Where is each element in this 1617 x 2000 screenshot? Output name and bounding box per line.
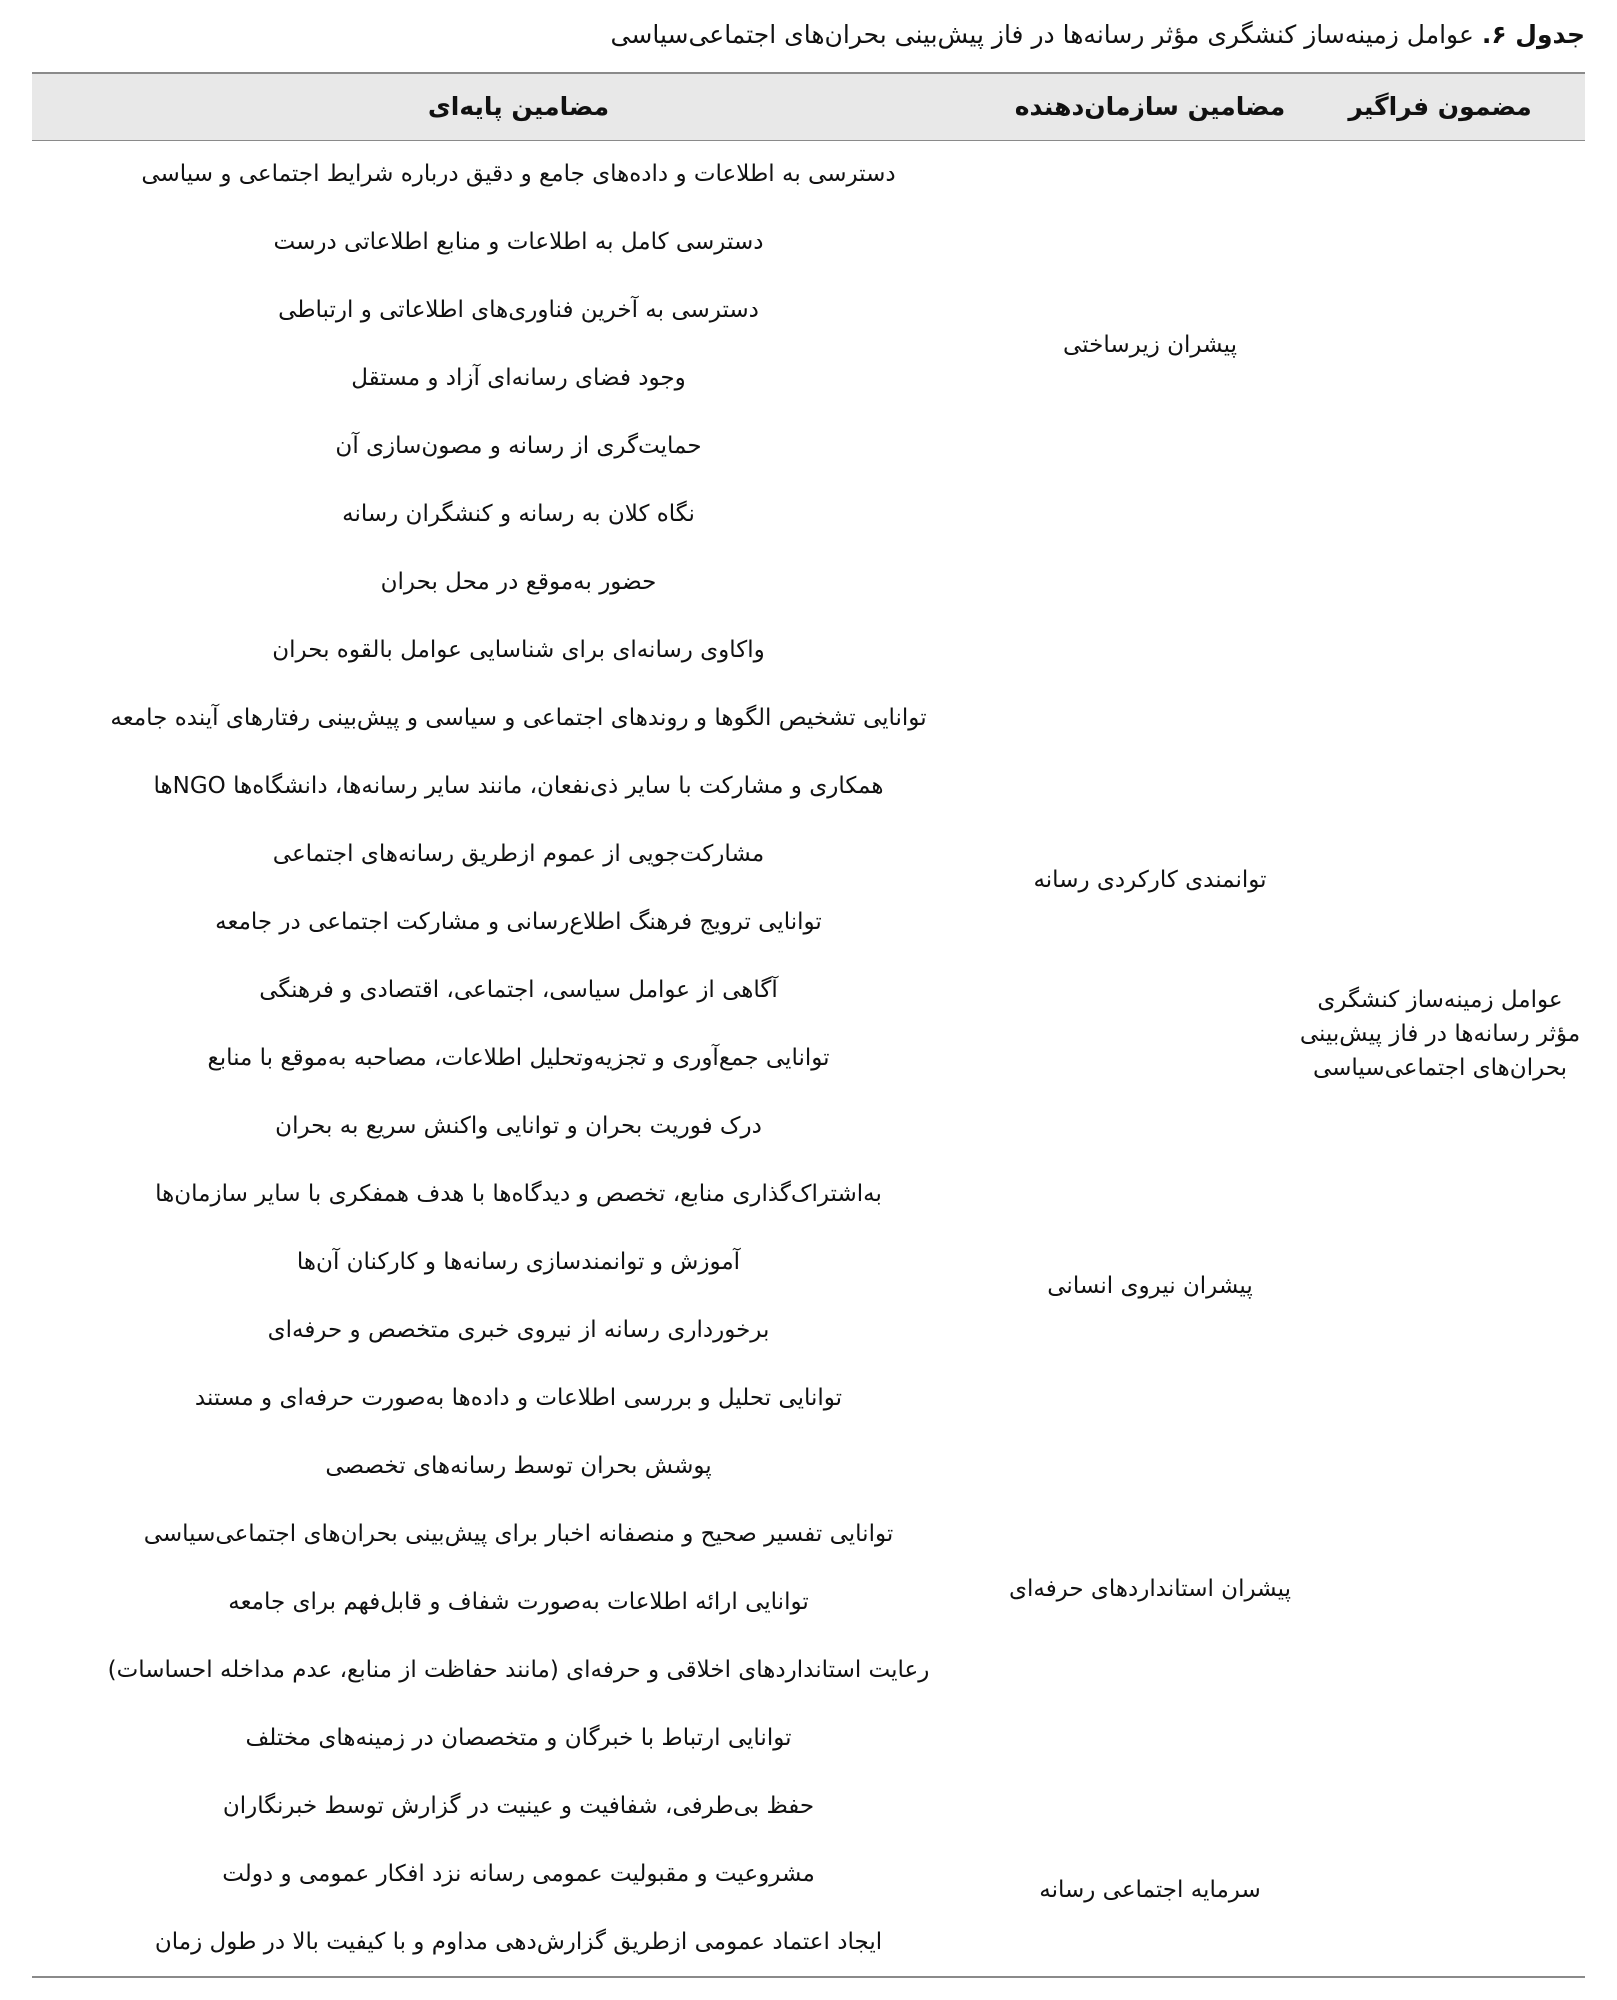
basic-theme-row: رعایت استانداردهای اخلاقی و حرفه‌ای (مانند حفاظت از منابع، عدم مداخله احساسات): [107, 1657, 930, 1683]
basic-theme-row: به‌اشتراک‌گذاری منابع، تخصص و دیدگاه‌ها با هدف همفکری با سایر سازمان‌ها: [155, 1181, 882, 1207]
caption-text: عوامل زمینه‌ساز کنشگری مؤثر رسانه‌ها در فاز پیش‌بینی بحران‌های اجتماعی‌سیاسی: [610, 20, 1474, 49]
caption-label: جدول ۶.: [1481, 20, 1585, 49]
basic-theme-row: حمایت‌گری از رسانه و مصون‌سازی آن: [335, 433, 702, 459]
header-overarching: مضمون فراگیر: [1348, 92, 1532, 121]
header-organizing: مضامین سازمان‌دهنده: [1014, 92, 1286, 121]
themes-table: [32, 72, 1585, 1978]
basic-theme-row: توانایی ارائه اطلاعات به‌صورت شفاف و قابل‌فهم برای جامعه: [228, 1589, 809, 1615]
basic-theme-row: توانایی ارتباط با خبرگان و متخصصان در زمینه‌های مختلف: [245, 1725, 792, 1751]
basic-theme-row: حفظ بی‌طرفی، شفافیت و عینیت در گزارش توسط خبرنگاران: [222, 1793, 815, 1819]
header-basic: مضامین پایه‌ای: [427, 92, 610, 121]
basic-theme-row: مشروعیت و مقبولیت عمومی رسانه نزد افکار عمومی و دولت: [222, 1861, 815, 1887]
basic-theme-row: پوشش بحران توسط رسانه‌های تخصصی: [325, 1453, 712, 1479]
basic-theme-row: توانایی تحلیل و بررسی اطلاعات و داده‌ها به‌صورت حرفه‌ای و مستند: [194, 1385, 843, 1411]
basic-theme-row: ایجاد اعتماد عمومی ازطریق گزارش‌دهی مداوم و با کیفیت بالا در طول زمان: [154, 1929, 883, 1955]
basic-theme-row: دسترسی به اطلاعات و داده‌های جامع و دقیق درباره شرایط اجتماعی و سیاسی: [141, 161, 896, 187]
basic-theme-row: توانایی ترویج فرهنگ اطلاع‌رسانی و مشارکت اجتماعی در جامعه: [215, 909, 822, 935]
organizing-theme-human-resources: پیشران نیروی انسانی: [1047, 1273, 1253, 1299]
organizing-theme-functional-capability: توانمندی کارکردی رسانه: [1033, 867, 1267, 893]
basic-theme-row: برخورداری رسانه از نیروی خبری متخصص و حرفه‌ای: [267, 1317, 770, 1343]
basic-theme-row: نگاه کلان به رسانه و کنشگران رسانه: [342, 501, 695, 527]
overarching-theme: عوامل زمینه‌ساز کنشگری مؤثر رسانه‌ها در فاز پیش‌بینی بحران‌های اجتماعی‌سیاسی: [1299, 987, 1581, 1081]
organizing-theme-social-capital: سرمایه اجتماعی رسانه: [1039, 1877, 1261, 1903]
basic-theme-row: آگاهی از عوامل سیاسی، اجتماعی، اقتصادی و فرهنگی: [259, 977, 778, 1003]
basic-theme-row: توانایی جمع‌آوری و تجزیه‌وتحلیل اطلاعات، مصاحبه به‌موقع با منابع: [207, 1045, 830, 1071]
basic-theme-row: مشارکت‌جویی از عموم ازطریق رسانه‌های اجتماعی: [272, 841, 765, 867]
basic-theme-row: توانایی تفسیر صحیح و منصفانه اخبار برای پیش‌بینی بحران‌های اجتماعی‌سیاسی: [143, 1521, 894, 1547]
basic-theme-row: آموزش و توانمندسازی رسانه‌ها و کارکنان آن‌ها: [296, 1249, 741, 1275]
basic-theme-row: درک فوریت بحران و توانایی واکنش سریع به بحران: [275, 1113, 762, 1139]
basic-theme-row: حضور به‌موقع در محل بحران: [380, 569, 657, 595]
organizing-theme-professional-standards: پیشران استانداردهای حرفه‌ای: [1008, 1576, 1292, 1602]
basic-theme-row: وجود فضای رسانه‌ای آزاد و مستقل: [351, 365, 686, 391]
table-body: [32, 141, 1585, 1978]
basic-theme-row: دسترسی کامل به اطلاعات و منابع اطلاعاتی درست: [273, 229, 764, 255]
basic-theme-row: واکاوی رسانه‌ای برای شناسایی عوامل بالقوه بحران: [272, 637, 765, 663]
organizing-theme-infrastructure: پیشران زیرساختی: [1063, 332, 1237, 358]
table-header: [32, 72, 1585, 141]
table-caption: [611, 18, 1585, 52]
basic-theme-row: همکاری و مشارکت با سایر ذی‌نفعان، مانند سایر رسانه‌ها، دانشگاه‌ها NGOها: [153, 773, 884, 799]
basic-theme-row: توانایی تشخیص الگوها و روندهای اجتماعی و سیاسی و پیش‌بینی رفتارهای آینده جامعه: [110, 705, 927, 731]
basic-theme-row: دسترسی به آخرین فناوری‌های اطلاعاتی و ارتباطی: [278, 297, 759, 323]
